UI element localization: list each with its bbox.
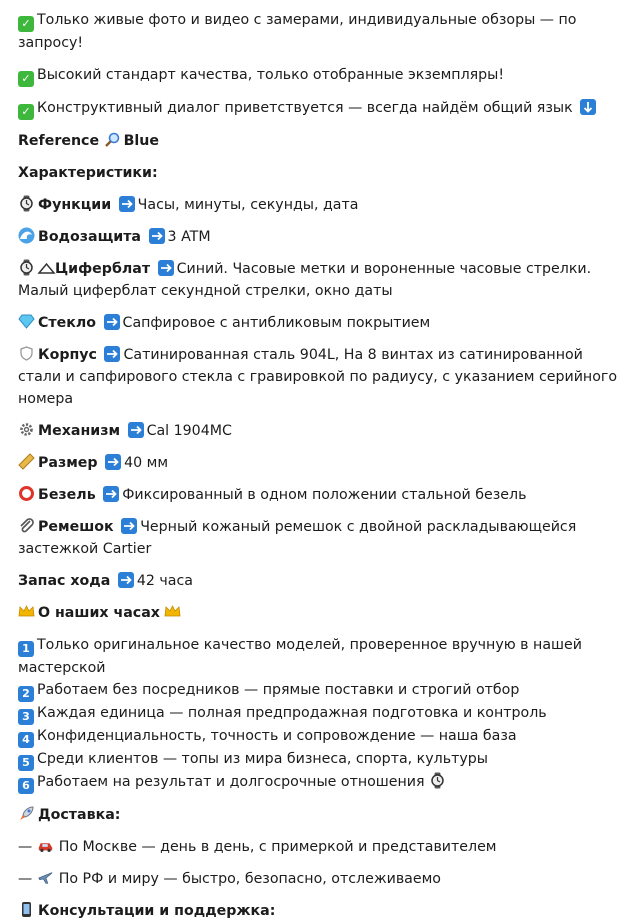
crown-icon [18,603,35,620]
arrow-right-icon [103,486,119,502]
ruler-icon [18,453,35,470]
wave-icon [18,227,35,244]
arrow-right-icon [158,260,174,276]
spec-functions: Функции Часы, минуты, секунды, дата [18,194,623,216]
magnifier-icon [104,131,121,148]
list-item: 5 Среди клиентов — топы из мира бизнеса, спорта, культуры [18,748,623,771]
spec-glass: Стекло Сапфировое с антибликовым покрытием [18,312,623,334]
arrow-right-icon [128,422,144,438]
watch-icon [429,772,446,789]
list-item: 2 Работаем без посредников — прямые поставки и строгий отбор [18,679,623,702]
paperclip-icon [18,517,35,534]
arrow-down-icon [580,99,596,115]
list-item: 4 Конфиденциальность, точность и сопровождение — наша база [18,725,623,748]
arrow-right-icon [121,518,137,534]
spec-power-reserve: Запас хода 42 часа [18,573,193,589]
spec-bezel: Безель Фиксированный в одном положении стальной безель [18,484,623,506]
keycap-4-icon: 4 [18,732,34,748]
spec-case: Корпус Сатинированная сталь 904L, На 8 винтах из сатинированной стали и сапфирового стекла с гравировкой по радиусу, с указанием серийного номера [18,347,618,407]
phone-icon [18,901,35,918]
delivery-world: — По РФ и миру — быстро, безопасно, отслеживаемо [18,871,441,887]
check-icon: ✓ [18,104,34,120]
spec-water: Водозащита 3 ATM [18,226,623,248]
plane-icon [37,869,56,886]
reference-line: Reference Blue [18,133,160,149]
keycap-6-icon: 6 [18,778,34,794]
shield-icon [18,345,35,362]
spec-dial: Циферблат Синий. Часовые метки и вороненные часовые стрелки. Малый циферблат секундной стрелки, окно даты [18,261,592,299]
car-icon [37,837,56,854]
list-item: 3 Каждая единица — полная предпродажная подготовка и контроль [18,702,623,725]
specs-title: Характеристики: [18,165,158,181]
gear-icon [18,421,35,438]
spec-movement: Механизм Cal 1904MC [18,420,623,442]
keycap-3-icon: 3 [18,709,34,725]
delivery-moscow: — По Москве — день в день, с примеркой и представителем [18,839,497,855]
arrow-right-icon [104,314,120,330]
arrow-right-icon [105,454,121,470]
check-icon: ✓ [18,16,34,32]
about-list [18,634,623,794]
intro-line-3: ✓ Конструктивный диалог приветствуется — всегда найдём общий язык [18,97,623,120]
check-icon: ✓ [18,71,34,87]
watch-icon [18,195,35,212]
intro-line-2: ✓ Высокий стандарт качества, только отобранные экземпляры! [18,64,623,87]
intro-line-1: ✓ Только живые фото и видео с замерами, индивидуальные обзоры — по запросу! [18,12,577,51]
ring-icon [18,485,35,502]
arrow-right-icon [149,228,165,244]
clock-icon [18,259,35,276]
gem-icon [18,313,35,330]
spec-size: Размер 40 мм [18,452,623,474]
delivery-title: Доставка: [18,804,623,826]
consult-title: Консультации и поддержка: [18,900,623,922]
list-item: 1 Только оригинальное качество моделей, проверенное вручную в нашей мастерской [18,637,582,676]
about-title: О наших часах [18,602,623,624]
rocket-icon [18,805,35,822]
arrow-right-icon [118,572,134,588]
keycap-5-icon: 5 [18,755,34,771]
keycap-2-icon: 2 [18,686,34,702]
keycap-1-icon: 1 [18,641,34,657]
arrow-right-icon [119,196,135,212]
arrow-right-icon [104,346,120,362]
spec-strap: Ремешок Черный кожаный ремешок с двойной раскладывающейся застежкой Cartier [18,519,577,557]
crown-icon [164,603,181,620]
list-item: 6 Работаем на результат и долгосрочные отношения [18,771,623,794]
dial-icon [38,259,52,276]
